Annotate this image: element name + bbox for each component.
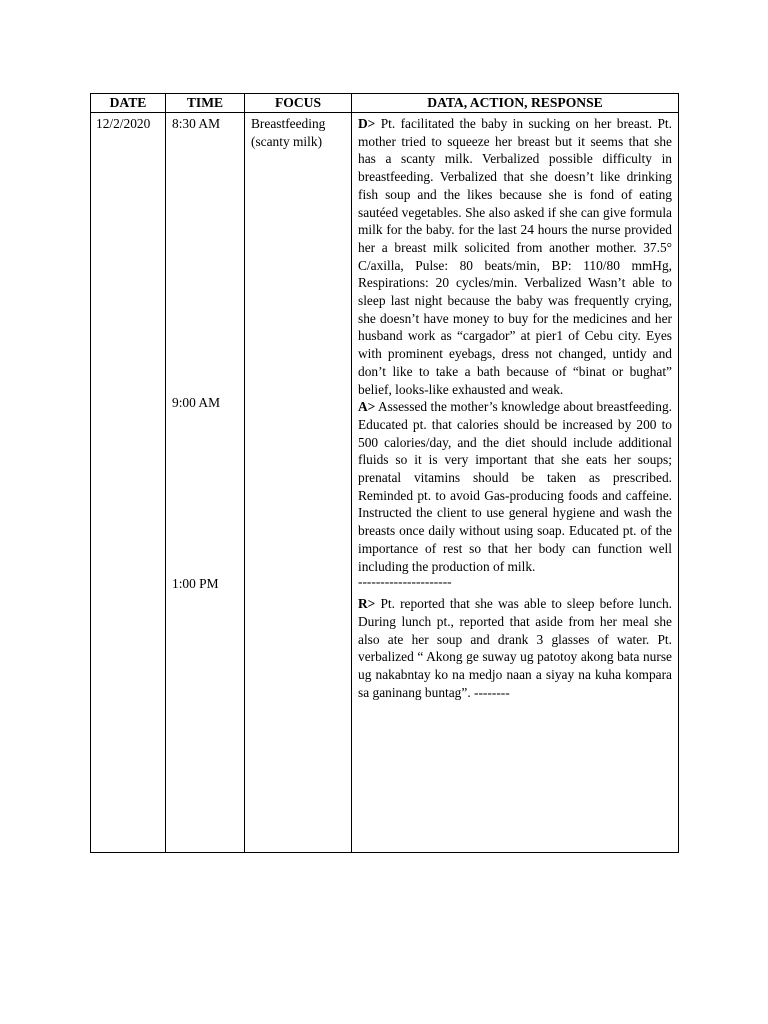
fdar-notes-table: [90, 93, 679, 853]
header-date: DATE: [91, 94, 166, 113]
header-time: TIME: [166, 94, 245, 113]
time-entry-3: 1:00 PM: [172, 576, 219, 591]
data-label: D>: [358, 116, 376, 131]
action-paragraph: [358, 398, 672, 575]
header-data-action-response: DATA, ACTION, RESPONSE: [352, 94, 679, 113]
focus-line-1: Breastfeeding: [251, 116, 326, 131]
date-cell: [91, 113, 166, 853]
data-paragraph: [358, 115, 672, 398]
table-header-row: [91, 94, 679, 113]
focus-line-2: (scanty milk): [251, 133, 323, 149]
response-label: R>: [358, 596, 376, 612]
table-row: [91, 113, 679, 853]
action-text: Assessed the mother’s knowledge about breastfeeding. Educated pt. that calories should be increased by 200 to 500 calories/day, and the diet should include additional fluids so it is very important that she eats her soups; prenatal vitamins should be taken as prescribed. Reminded pt. to avoid Gas-producing foods and caffeine. Instructed the client to use general hygiene and wash the breasts once daily without using soap. Educated pt. of the importance of rest so that her body can function well including the production of milk.: [358, 399, 672, 574]
entry-date: 12/2/2020: [96, 116, 151, 131]
notes-body: [352, 113, 678, 702]
data-action-response-cell: [352, 113, 679, 853]
response-paragraph: [358, 595, 672, 701]
time-entry-1: 8:30 AM: [172, 116, 220, 131]
header-focus: FOCUS: [245, 94, 352, 113]
focus-cell: [245, 113, 352, 853]
data-text: Pt. facilitated the baby in sucking on her breast. Pt. mother tried to squeeze her breast but it seems that she has a scanty milk. Verbalized possible difficulty in breastfeeding. Verbalized that she doesn’t like drinking fish soup and the likes because she is fond of eating sautéed vegetables. She also asked if she can give formula milk for the baby. for the last 24 hours the nurse provided her a breast milk solicited from another mother. 37.5° C/axilla, Pulse: 80 beats/min, BP: 110/80 mmHg, Respirations: 20 cycles/min. Verbalized Wasn’t able to sleep last night because the baby was frequently crying, she doesn’t have money to buy for the medicines and her husband work as “cargador” at pier1 of Cebu city. Eyes with prominent eyebags, dress not changed, untidy and don’t like to take a bath because of “binat or bughat” belief, looks-like exhausted and weak.: [358, 116, 672, 397]
time-entry-2: 9:00 AM: [172, 395, 220, 410]
action-label: A>: [358, 399, 376, 415]
time-cell: [166, 113, 245, 853]
response-text: Pt. reported that she was able to sleep before lunch. During lunch pt., reported that aside from her meal she also ate her soup and drank 3 glasses of water. Pt. verbalized “ Akong ge suway ug patotoy akong bata nurse ug nakabntay ko na medjo naan a siyay na kuha kompara sa ganinang buntag”. --------: [358, 596, 672, 700]
separator-dashes: ---------------------: [358, 574, 452, 590]
focus-text: [245, 113, 351, 150]
